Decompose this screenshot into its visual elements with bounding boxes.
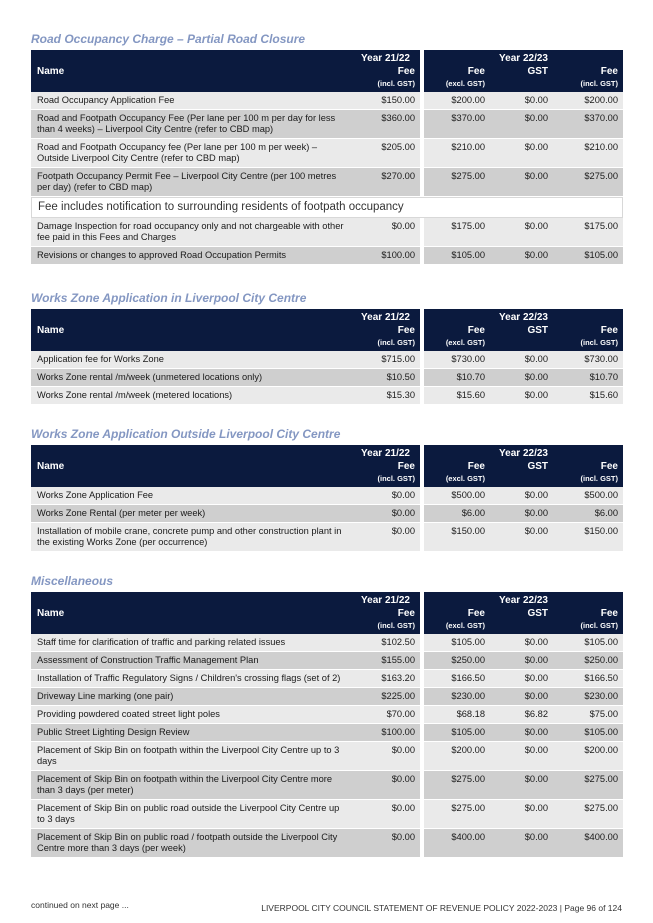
fee-incl-value: $730.00 [553,351,623,369]
fee-excl-value: $210.00 [424,139,490,168]
table-row [31,829,623,858]
gst-value: $0.00 [490,247,553,265]
fee-excl-value: $250.00 [424,652,490,670]
fee-name: Revisions or changes to approved Road Occupation Permits [31,247,351,265]
gst-value: $0.00 [490,92,553,110]
fee-incl-header [553,608,623,634]
fee-name: Public Street Lighting Design Review [31,724,351,742]
fee-section [31,423,623,552]
fee-incl-header-label: Fee [600,325,618,336]
fee-excl-value: $175.00 [424,218,490,247]
table-header [31,445,623,487]
fee-excl-value: $500.00 [424,487,490,505]
fee-incl-value: $230.00 [553,688,623,706]
fee-excl-value: $105.00 [424,724,490,742]
table-header [31,309,623,351]
table-row [31,670,623,688]
fee-2122-header [351,608,420,634]
fee-2122-header-label: Fee [397,461,415,472]
fee-excl-value: $105.00 [424,247,490,265]
fee-table [31,309,623,405]
fee-name: Footpath Occupancy Permit Fee – Liverpool City Centre (per 100 metres per day) (refer to CBD map) [31,168,351,197]
gst-header-spacer [490,620,548,634]
fee-excl-value: $68.18 [424,706,490,724]
fee-excl-value: $166.50 [424,670,490,688]
fee-2122-value: $155.00 [351,652,420,670]
section-title: Road Occupancy Charge – Partial Road Closure [31,32,306,46]
fee-2122-value: $10.50 [351,369,420,387]
fee-incl-value: $275.00 [553,771,623,800]
fee-2122-value: $0.00 [351,771,420,800]
fee-excl-value: $105.00 [424,634,490,652]
table-row [31,800,623,829]
fee-incl-value: $370.00 [553,110,623,139]
gst-value: $0.00 [490,218,553,247]
fee-name: Road Occupancy Application Fee [31,92,351,110]
fee-excl-value: $730.00 [424,351,490,369]
fee-2122-header-label: Fee [397,608,415,619]
fee-2122-value: $0.00 [351,742,420,771]
table-row [31,688,623,706]
fee-2122-value: $225.00 [351,688,420,706]
fee-name: Damage Inspection for road occupancy only and not chargeable with other fee paid in this Fees and Charges [31,218,351,247]
fee-2122-value: $0.00 [351,829,420,858]
fee-incl-value: $275.00 [553,800,623,829]
fee-excl-value: $200.00 [424,92,490,110]
fee-2122-value: $150.00 [351,92,420,110]
fee-excl-value: $275.00 [424,771,490,800]
fee-2122-value: $360.00 [351,110,420,139]
fee-2122-value: $70.00 [351,706,420,724]
fee-name: Road and Footpath Occupancy Fee (Per lane per 100 m per day for less than 4 weeks) – Liverpool City Centre (refer to CBD map) [31,110,351,139]
fee-2122-value: $100.00 [351,247,420,265]
fee-incl-value: $10.70 [553,369,623,387]
fee-excl-header [424,461,490,487]
fee-excl-value: $400.00 [424,829,490,858]
fee-2122-header [351,461,420,487]
fee-incl-value: $250.00 [553,652,623,670]
year-2122-header: Year 21/22 [351,309,420,325]
table-row [31,247,623,265]
fee-incl-value: $275.00 [553,168,623,197]
fee-incl-value: $75.00 [553,706,623,724]
fee-excl-value: $15.60 [424,387,490,405]
gst-value: $0.00 [490,688,553,706]
fee-2122-header-gst-note: (incl. GST) [377,621,415,630]
section-title: Miscellaneous [31,574,114,588]
year-2122-header: Year 21/22 [351,50,420,66]
gst-header [490,608,553,634]
year-2223-header: Year 22/23 [424,309,623,325]
fee-2122-value: $205.00 [351,139,420,168]
fee-name: Placement of Skip Bin on public road / footpath outside the Liverpool City Centre more than 3 days (per week) [31,829,351,858]
fee-name: Assessment of Construction Traffic Management Plan [31,652,351,670]
fee-incl-header [553,325,623,351]
fee-2122-value: $0.00 [351,487,420,505]
gst-value: $0.00 [490,139,553,168]
fee-excl-header-gst-note: (excl. GST) [445,79,485,88]
fee-name: Works Zone rental /m/week (unmetered locations only) [31,369,351,387]
fee-2122-value: $715.00 [351,351,420,369]
section-title: Works Zone Application Outside Liverpool City Centre [31,427,341,441]
fee-excl-header-gst-note: (excl. GST) [445,338,485,347]
fee-excl-value: $370.00 [424,110,490,139]
gst-value: $0.00 [490,771,553,800]
gst-value: $0.00 [490,724,553,742]
fee-name: Staff time for clarification of traffic and parking related issues [31,634,351,652]
fee-incl-value: $15.60 [553,387,623,405]
fee-incl-header-gst-note: (incl. GST) [580,474,618,483]
fee-excl-header-label: Fee [467,66,485,77]
table-row [31,652,623,670]
gst-header [490,325,553,351]
fee-name: Installation of mobile crane, concrete pump and other construction plant in the existing Works Zone (per occurrence) [31,523,351,552]
fee-2122-value: $0.00 [351,505,420,523]
table-row [31,724,623,742]
table-row [31,139,623,168]
fee-2122-value: $15.30 [351,387,420,405]
gst-header-label: GST [527,66,548,77]
table-row [31,351,623,369]
gst-value: $0.00 [490,634,553,652]
gst-value: $0.00 [490,523,553,552]
fee-excl-value: $275.00 [424,800,490,829]
fee-incl-header-gst-note: (incl. GST) [580,79,618,88]
name-column-header: Name [31,445,351,487]
fee-name: Works Zone Application Fee [31,487,351,505]
fee-incl-value: $166.50 [553,670,623,688]
gst-header-label: GST [527,325,548,336]
fee-2122-header [351,66,420,92]
fee-name: Installation of Traffic Regulatory Signs / Children's crossing flags (set of 2) [31,670,351,688]
fee-section [31,28,623,265]
year-2223-header: Year 22/23 [424,50,623,66]
fee-incl-header-label: Fee [600,66,618,77]
table-row [31,771,623,800]
fee-name: Placement of Skip Bin on footpath within the Liverpool City Centre more than 3 days (per meter) [31,771,351,800]
table-row [31,92,623,110]
fee-excl-value: $230.00 [424,688,490,706]
fee-incl-value: $150.00 [553,523,623,552]
gst-header [490,461,553,487]
fee-incl-value: $210.00 [553,139,623,168]
gst-header-label: GST [527,461,548,472]
fee-excl-header-gst-note: (excl. GST) [445,474,485,483]
gst-value: $0.00 [490,168,553,197]
fee-section [31,570,623,858]
fee-incl-header-gst-note: (incl. GST) [580,338,618,347]
table-header [31,592,623,634]
fee-2122-header-gst-note: (incl. GST) [377,474,415,483]
fee-2122-header-gst-note: (incl. GST) [377,79,415,88]
fee-excl-value: $6.00 [424,505,490,523]
gst-value: $0.00 [490,351,553,369]
fee-incl-value: $6.00 [553,505,623,523]
table-note-row [31,197,623,218]
table-row [31,706,623,724]
fee-incl-header-gst-note: (incl. GST) [580,621,618,630]
year-2223-header: Year 22/23 [424,445,623,461]
gst-value: $0.00 [490,505,553,523]
gst-header-spacer [490,78,548,92]
name-column-header: Name [31,309,351,351]
fee-excl-value: $150.00 [424,523,490,552]
table-row [31,168,623,197]
gst-value: $0.00 [490,487,553,505]
gst-value: $6.82 [490,706,553,724]
fee-name: Driveway Line marking (one pair) [31,688,351,706]
fee-excl-header-label: Fee [467,461,485,472]
gst-value: $0.00 [490,829,553,858]
fee-table [31,445,623,552]
gst-value: $0.00 [490,670,553,688]
fee-excl-header [424,325,490,351]
fee-excl-header-label: Fee [467,325,485,336]
fee-incl-value: $105.00 [553,634,623,652]
page-footer: LIVERPOOL CITY COUNCIL STATEMENT OF REVENUE POLICY 2022-2023 | Page 96 of 124 [261,903,622,913]
fee-name: Works Zone Rental (per meter per week) [31,505,351,523]
fee-2122-value: $100.00 [351,724,420,742]
fee-2122-value: $102.50 [351,634,420,652]
fee-incl-value: $175.00 [553,218,623,247]
fee-incl-value: $400.00 [553,829,623,858]
fee-incl-value: $105.00 [553,247,623,265]
gst-value: $0.00 [490,387,553,405]
fee-name: Placement of Skip Bin on public road outside the Liverpool City Centre up to 3 days [31,800,351,829]
year-2122-header: Year 21/22 [351,445,420,461]
fee-name: Placement of Skip Bin on footpath within the Liverpool City Centre up to 3 days [31,742,351,771]
year-2122-header: Year 21/22 [351,592,420,608]
gst-value: $0.00 [490,742,553,771]
fee-name: Application fee for Works Zone [31,351,351,369]
table-row [31,487,623,505]
fee-excl-value: $275.00 [424,168,490,197]
fee-name: Road and Footpath Occupancy fee (Per lane per 100 m per week) – Outside Liverpool City Centre (refer to CBD map) [31,139,351,168]
name-column-header: Name [31,592,351,634]
gst-header-label: GST [527,608,548,619]
fee-incl-header [553,66,623,92]
table-row [31,110,623,139]
fee-2122-value: $0.00 [351,218,420,247]
table-row [31,369,623,387]
fee-2122-header-label: Fee [397,325,415,336]
year-2223-header: Year 22/23 [424,592,623,608]
fee-incl-value: $200.00 [553,742,623,771]
fee-incl-header-label: Fee [600,461,618,472]
fee-excl-header-gst-note: (excl. GST) [445,621,485,630]
gst-header-spacer [490,337,548,351]
gst-value: $0.00 [490,652,553,670]
fee-table [31,50,623,265]
fee-excl-header [424,608,490,634]
gst-value: $0.00 [490,800,553,829]
fee-excl-header-label: Fee [467,608,485,619]
fee-name: Works Zone rental /m/week (metered locations) [31,387,351,405]
name-column-header: Name [31,50,351,92]
fee-excl-header [424,66,490,92]
fee-excl-value: $200.00 [424,742,490,771]
fee-incl-value: $200.00 [553,92,623,110]
gst-value: $0.00 [490,369,553,387]
table-header [31,50,623,92]
fee-2122-value: $270.00 [351,168,420,197]
fee-incl-header-label: Fee [600,608,618,619]
fee-2122-header [351,325,420,351]
fee-2122-header-gst-note: (incl. GST) [377,338,415,347]
section-title: Works Zone Application in Liverpool City Centre [31,291,307,305]
gst-value: $0.00 [490,110,553,139]
fee-2122-value: $0.00 [351,523,420,552]
continued-note: continued on next page ... [31,900,129,910]
fee-incl-value: $105.00 [553,724,623,742]
fee-name: Providing powdered coated street light poles [31,706,351,724]
fee-excl-value: $10.70 [424,369,490,387]
gst-header-spacer [490,473,548,487]
table-row [31,505,623,523]
fee-section [31,287,623,405]
fee-2122-value: $163.20 [351,670,420,688]
table-note: Fee includes notification to surrounding residents of footpath occupancy [31,197,623,218]
table-row [31,523,623,552]
fee-2122-header-label: Fee [397,66,415,77]
table-row [31,218,623,247]
table-row [31,387,623,405]
table-row [31,634,623,652]
fee-table [31,592,623,858]
gst-header [490,66,553,92]
fee-2122-value: $0.00 [351,800,420,829]
fee-incl-value: $500.00 [553,487,623,505]
table-row [31,742,623,771]
fee-incl-header [553,461,623,487]
